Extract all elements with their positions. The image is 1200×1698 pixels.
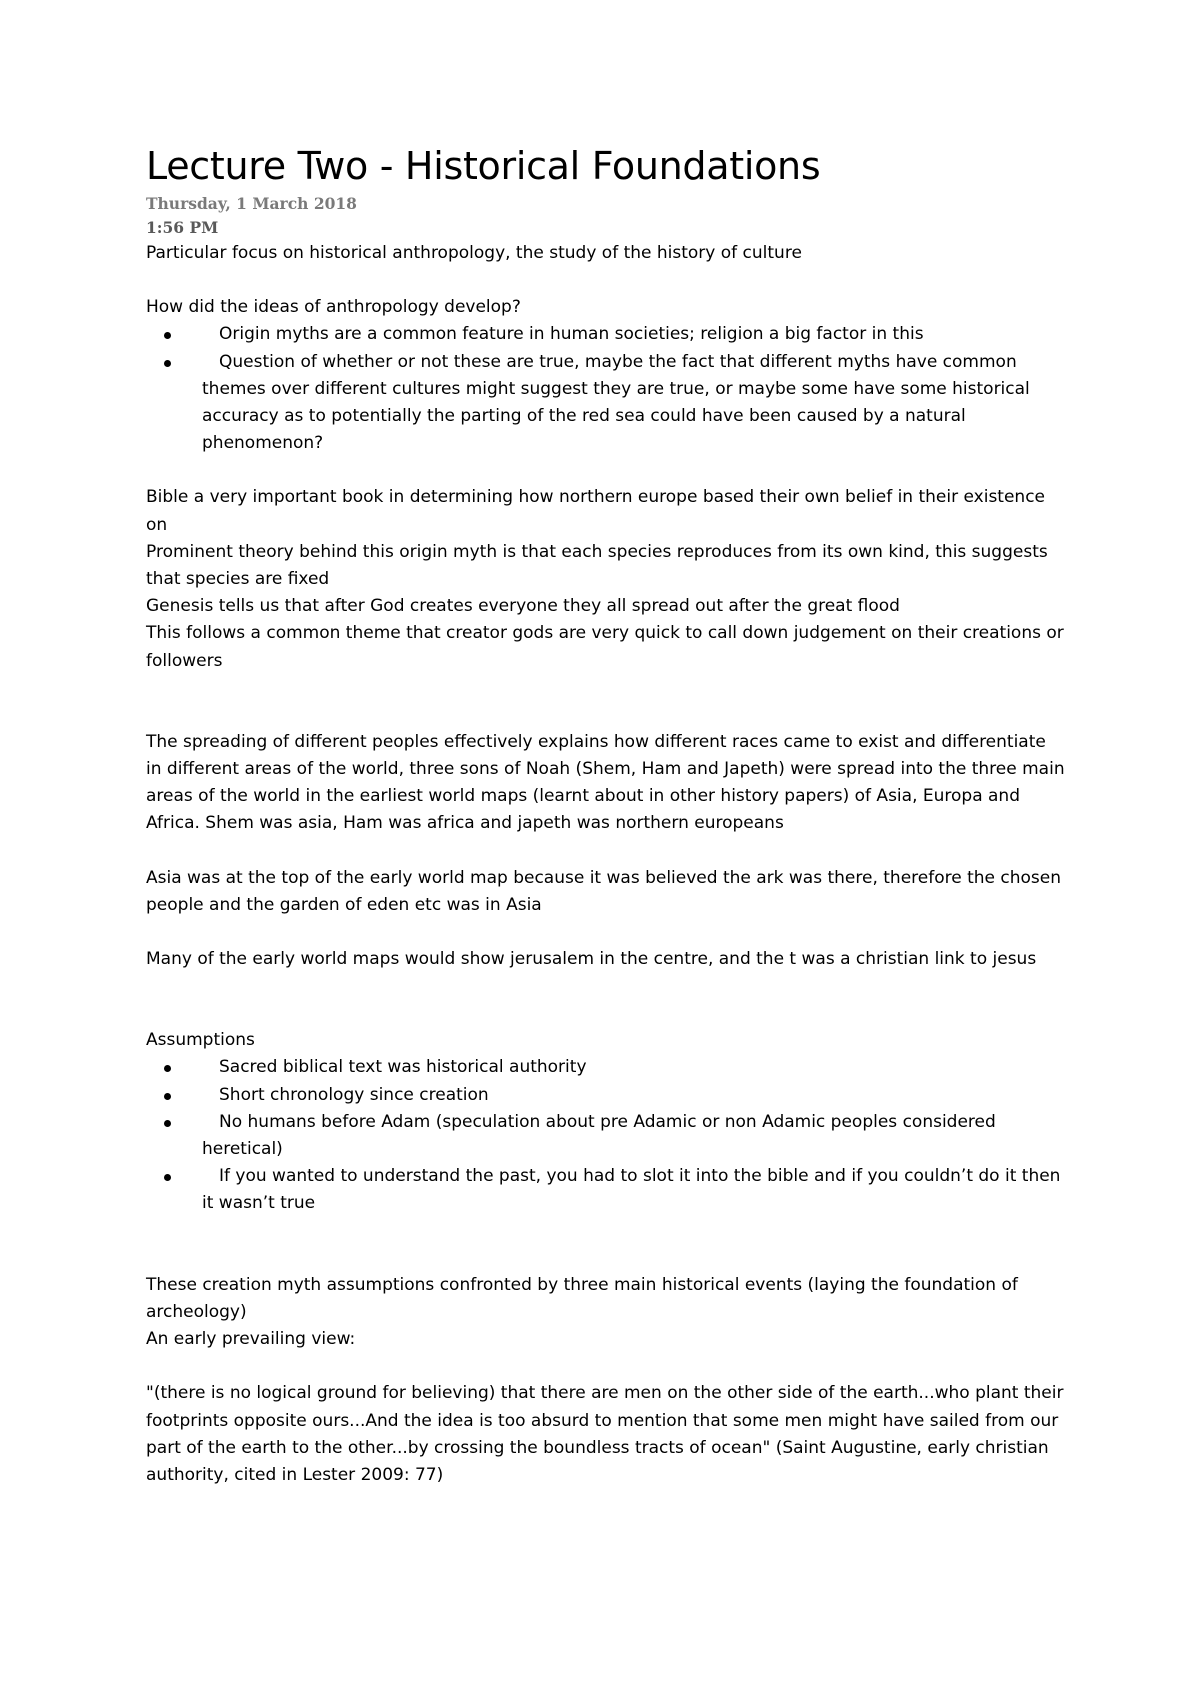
intro-paragraph: Particular focus on historical anthropology, the study of the history of culture [146, 243, 802, 263]
note-time: 1:56 PM [146, 218, 219, 237]
bullet-icon [164, 360, 171, 367]
assumptions-heading: Assumptions [146, 1030, 255, 1051]
bible-line: Genesis tells us that after God creates everyone they all spread out after the great flood [146, 596, 900, 617]
note-body [146, 240, 1066, 1489]
maps-paragraph: Many of the early world maps would show jerusalem in the centre, and the t was a christian link to jesus [146, 949, 1037, 970]
bullet-icon [164, 1065, 171, 1072]
page-title: Lecture Two - Historical Foundations [146, 144, 821, 188]
list-item: Origin myths are a common feature in human societies; religion a big factor in this [146, 321, 1066, 348]
assumptions-list [146, 1054, 1066, 1217]
bullet-icon [164, 1174, 171, 1181]
bullet-icon [164, 332, 171, 339]
spreading-paragraph: The spreading of different peoples effectively explains how different races came to exist and differentiate in different areas of the world, three sons of Noah (Shem, Ham and Japeth) were spread into the three main areas of the world in the earliest world maps (learnt about in other history papers) of Asia, Europa and Africa. Shem was asia, Ham was africa and japeth was northern europeans [146, 731, 1065, 834]
bullet-icon [164, 1093, 171, 1100]
question-line: How did the ideas of anthropology develop? [146, 297, 521, 318]
asia-paragraph: Asia was at the top of the early world map because it was believed the ark was there, therefore the chosen people and the garden of eden etc was in Asia [146, 867, 1062, 915]
bible-line: Prominent theory behind this origin myth is that each species reproduces from its own kind, this suggests that species are fixed [146, 541, 1048, 590]
list-item: Question of whether or not these are true, maybe the fact that different myths have common themes over different cultures might suggest they are true, or maybe some have some historical accuracy as to potentially the parting of the red sea could have been caused by a natural phenomenon? [146, 349, 1066, 458]
bible-line: Bible a very important book in determining how northern europe based their own belief in their existence on [146, 487, 1046, 535]
list-item: Sacred biblical text was historical authority [146, 1054, 1066, 1081]
list-item: No humans before Adam (speculation about pre Adamic or non Adamic peoples considered heretical) [146, 1109, 1066, 1163]
origin-myths-list [146, 321, 1066, 457]
bullet-icon [164, 1120, 171, 1127]
list-item: If you wanted to understand the past, you had to slot it into the bible and if you couldn’t do it then it wasn’t true [146, 1163, 1066, 1217]
quote-paragraph: "(there is no logical ground for believing) that there are men on the other side of the earth...who plant their footprints opposite ours...And the idea is too absurd to mention that some men might have sailed from our part of the earth to the other...by crossing the boundless tracts of ocean" (Saint Augustine, early christian authority, cited in Lester 2009: 77) [146, 1383, 1064, 1485]
note-date: Thursday, 1 March 2018 [146, 194, 357, 213]
confronted-paragraph: These creation myth assumptions confronted by three main historical events (laying the foundation of archeology) [146, 1274, 1018, 1322]
prevailing-line: An early prevailing view: [146, 1329, 356, 1350]
document-page [146, 140, 1066, 1489]
list-item: Short chronology since creation [146, 1082, 1066, 1109]
bible-line: This follows a common theme that creator gods are very quick to call down judgement on their creations or followers [146, 623, 1064, 671]
